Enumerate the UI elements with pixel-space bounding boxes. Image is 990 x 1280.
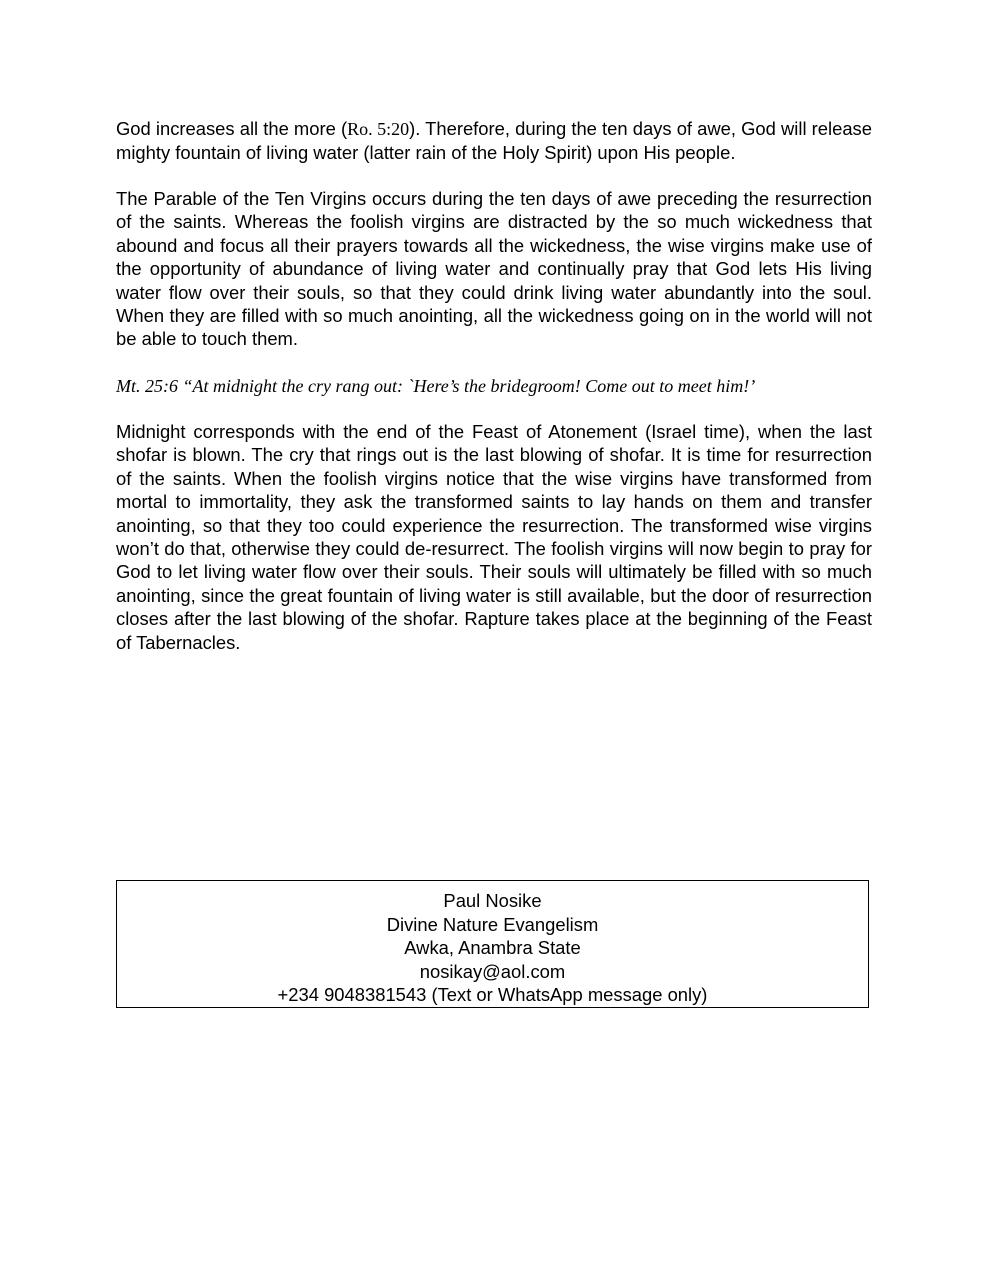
paragraph-midnight-shofar: Midnight corresponds with the end of the Feast of Atonement (Israel time), when the last shofar is blown. The cry that rings out is the last blowing of shofar. It is time for resurrection of the saints. When the foolish virgins notice that the wise virgins have transformed from mortal to immortality, they ask the transformed saints to lay hands on them and transfer anointing, so that they too could experience the resurrection. The transformed wise virgins won’t do that, otherwise they could de-resurrect. The foolish virgins will now begin to pray for God to let living water flow over their souls. Their souls will ultimately be filled with so much anointing, since the great fountain of living water is still available, but the door of resurrection closes after the last blowing of the shofar. Rapture takes place at the beginning of the Feast of Tabernacles. (116, 421, 872, 653)
contact-phone: +234 9048381543 (Text or WhatsApp message only) (277, 984, 708, 1005)
scripture-quote: Mt. 25:6 “At midnight the cry rang out: `Here’s the bridegroom! Come out to meet him!’ (116, 376, 756, 396)
contact-organization: Divine Nature Evangelism (386, 913, 599, 935)
contact-email[interactable]: nosikay@aol.com (419, 960, 566, 982)
paragraph-1-text-end: ). Therefore, during the ten days of awe, God will release mighty fountain of living water (latter rain of the Holy Spirit) upon His people. (116, 118, 872, 164)
contact-name: Paul Nosike (443, 890, 542, 911)
contact-box (116, 880, 869, 1008)
paragraph-grace-living-water (116, 117, 872, 165)
contact-location: Awka, Anambra State (404, 937, 581, 958)
paragraph-1-text-start: God increases all the more ( (116, 118, 348, 139)
scripture-reference: Ro. 5:20 (347, 119, 410, 139)
paragraph-ten-virgins: The Parable of the Ten Virgins occurs during the ten days of awe preceding the resurrection of the saints. Whereas the foolish virgins are distracted by the so much wickedness that abound and focus all their prayers towards all the wickedness, the wise virgins make use of the opportunity of abundance of living water and continually pray that God lets His living water flow over their souls, so that they could drink living water abundantly into the soul. When they are filled with so much anointing, all the wickedness going on in the world will not be able to touch them. (116, 188, 872, 350)
